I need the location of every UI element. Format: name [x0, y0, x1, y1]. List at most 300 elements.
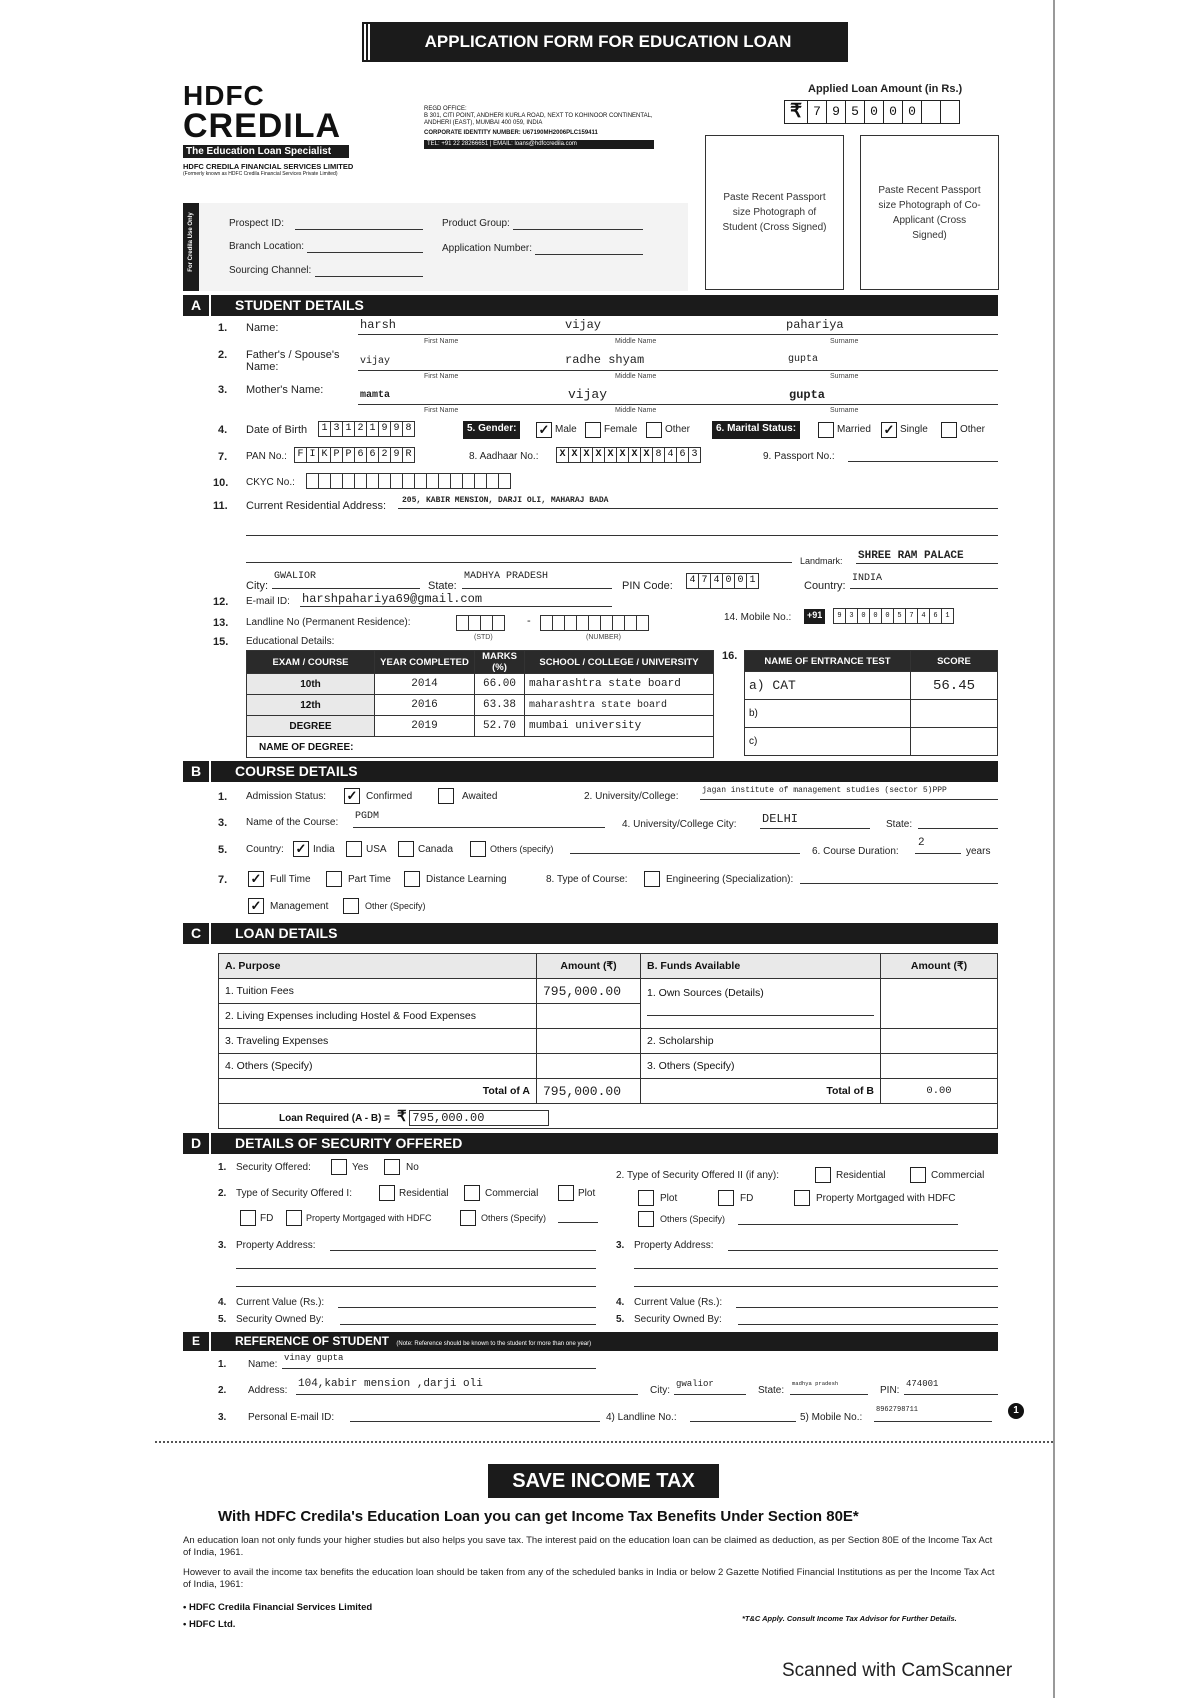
others-security-label: Others (Specify) [481, 1213, 547, 1223]
sourcing-channel-field[interactable] [315, 276, 423, 277]
row-number: 5. [218, 844, 228, 856]
gender-male-checkbox[interactable]: ✓ [536, 422, 552, 438]
form-title: APPLICATION FORM FOR EDUCATION LOAN [424, 32, 792, 51]
distance-label: Distance Learning [426, 874, 507, 885]
student-middle-name[interactable]: vijay [565, 318, 602, 332]
landmark-label: Landmark: [800, 556, 843, 566]
marital-single-checkbox[interactable]: ✓ [881, 422, 897, 438]
total-b-label: Total of B [641, 1079, 881, 1104]
aadhar-char: X [556, 447, 569, 463]
loan-header-row [219, 954, 998, 979]
office-side-label: For Credila Use Only [188, 212, 194, 272]
country-india-checkbox[interactable]: ✓ [293, 841, 309, 857]
applied-amount-boxes[interactable] [784, 100, 960, 124]
ref-pin-label: PIN: [880, 1385, 900, 1396]
full-time-checkbox[interactable]: ✓ [248, 871, 264, 887]
row-number: 13. [213, 617, 229, 629]
city-label: City: [246, 580, 268, 592]
mother-middle-name[interactable]: vijay [568, 387, 608, 402]
entrance-number: 16. [722, 650, 738, 662]
distance-checkbox[interactable] [404, 871, 420, 887]
owned-by-1-line[interactable] [340, 1324, 596, 1325]
funds-own-amount[interactable] [881, 979, 998, 1029]
edu-col-year: YEAR COMPLETED [375, 651, 475, 674]
ref-mobile-underline [874, 1421, 992, 1422]
ref-pin-underline [904, 1394, 998, 1395]
purpose-living: 2. Living Expenses including Hostel & Food Expenses [219, 1004, 537, 1029]
mobile-digit: 4 [917, 608, 930, 624]
scan-edge-line [1053, 0, 1055, 1698]
fd-label: FD [260, 1213, 274, 1224]
mobile-digit: 9 [833, 608, 846, 624]
address-label: Current Residential Address: [246, 500, 387, 512]
state-label-b: State: [886, 819, 913, 830]
mobile-digit: 0 [869, 608, 882, 624]
branch-location-field[interactable] [307, 252, 423, 253]
property-address-1-line[interactable] [330, 1250, 596, 1251]
fd-2-label: FD [740, 1193, 754, 1204]
section-c-letter: C [183, 923, 211, 944]
mother-first-name[interactable]: mamta [360, 390, 391, 401]
residential-checkbox[interactable] [379, 1185, 395, 1201]
admission-confirmed-checkbox[interactable]: ✓ [344, 788, 360, 804]
gender-female-checkbox[interactable] [585, 422, 601, 438]
ref-mobile-label: 5) Mobile No.: [800, 1412, 863, 1423]
mobile-digit: 7 [905, 608, 918, 624]
entrance-score[interactable] [911, 728, 998, 756]
others-2-checkbox[interactable] [638, 1211, 654, 1227]
full-time-label: Full Time [270, 874, 311, 885]
dob-digit: 2 [354, 421, 367, 437]
entrance-name[interactable]: c) [745, 728, 911, 756]
aadhar-char: X [592, 447, 605, 463]
amount-digit [940, 100, 960, 124]
aadhar-label: 8. Aadhaar No.: [469, 451, 539, 462]
table-row [247, 695, 714, 716]
aadhar-char: X [580, 447, 593, 463]
application-number-label: Application Number: [442, 243, 533, 254]
dotted-separator [155, 1441, 1053, 1443]
student-first-name[interactable]: harsh [360, 318, 397, 332]
mobile-digit: 0 [857, 608, 870, 624]
loan-required-label: Loan Required (A - B) = [279, 1112, 391, 1124]
pin-digit: 1 [746, 573, 759, 589]
property-address-2-line[interactable] [634, 1268, 998, 1269]
total-a-label: Total of A [219, 1079, 537, 1104]
rupee-symbol: ₹ [784, 100, 808, 124]
state-value[interactable]: MADHYA PRADESH [464, 571, 549, 582]
aadhar-char: 8 [652, 447, 665, 463]
pan-char: 9 [390, 447, 403, 463]
edu-header-row [247, 651, 714, 674]
living-amount[interactable] [537, 1004, 641, 1029]
uni-city-label: 4. University/College City: [622, 819, 737, 830]
email-label: E-mail ID: [246, 596, 290, 607]
purpose-others: 4. Others (Specify) [219, 1054, 537, 1079]
row-number: 7. [218, 451, 228, 463]
row-number: 12. [213, 596, 229, 608]
pin-digit: 0 [734, 573, 747, 589]
country-value[interactable]: INDIA [852, 573, 883, 584]
mobile-digit: 1 [941, 608, 954, 624]
marital-married-checkbox[interactable] [818, 422, 834, 438]
edu-year[interactable]: 2014 [375, 674, 475, 695]
std-label: (STD) [474, 634, 493, 641]
mobile-digit: 5 [893, 608, 906, 624]
duration-label: 6. Course Duration: [812, 846, 899, 857]
ref-mobile-value[interactable]: 8962798711 [876, 1406, 919, 1414]
course-name-label: Name of the Course: [246, 817, 339, 828]
entrance-score[interactable]: 56.45 [911, 672, 998, 700]
row-number: 3. [218, 384, 228, 396]
marital-other-checkbox[interactable] [941, 422, 957, 438]
father-first-name[interactable]: vijay [360, 356, 391, 367]
owned-by-2-label: Security Owned By: [634, 1314, 722, 1325]
edu-school[interactable]: maharashtra state board [525, 674, 714, 695]
ref-email-label: Personal E-mail ID: [248, 1412, 335, 1423]
loan-funds-header: B. Funds Available [641, 954, 881, 979]
row-number: 15. [213, 636, 229, 648]
tax-list-item: • HDFC Ltd. [183, 1619, 236, 1630]
tax-footnote: *T&C Apply. Consult Income Tax Advisor for Further Details. [742, 1614, 957, 1623]
landline-std-boxes[interactable] [456, 615, 504, 631]
photo-box-student[interactable] [705, 135, 844, 290]
table-row [745, 672, 998, 700]
office-use-box [183, 203, 688, 291]
loan-amount-header-b: Amount (₹) [881, 954, 998, 979]
loan-purpose-header: A. Purpose [219, 954, 537, 979]
edu-year[interactable]: 2019 [375, 716, 475, 737]
plot-checkbox[interactable] [558, 1185, 574, 1201]
section-b-letter: B [183, 761, 211, 782]
pin-digit: 7 [698, 573, 711, 589]
management-checkbox[interactable]: ✓ [248, 898, 264, 914]
amount-digit [921, 100, 941, 124]
total-b-value[interactable]: 0.00 [881, 1079, 998, 1104]
ref-address-label: Address: [248, 1385, 288, 1396]
dob-label: Date of Birth [246, 424, 308, 436]
funds-own-sources-label: 1. Own Sources (Details) [647, 987, 764, 999]
ref-name-label: Name: [248, 1359, 278, 1370]
section-a-header [183, 295, 998, 316]
tax-para-2: However to avail the income tax benefits the education loan should be taken from any of the scheduled banks in India or below 2 Gazette Notified Financial Institutions as per the Income Tax Act of India, 1961: [183, 1567, 995, 1590]
section-c-header [183, 923, 998, 944]
pan-char: P [330, 447, 343, 463]
mobile-boxes[interactable] [833, 608, 953, 624]
mobile-digit: 3 [845, 608, 858, 624]
sub-middle: Middle Name [615, 407, 657, 414]
course-name-underline [353, 827, 605, 828]
engineering-checkbox[interactable] [644, 871, 660, 887]
edu-school[interactable]: mumbai university [525, 716, 714, 737]
dob-digit: 9 [378, 421, 391, 437]
amount-digit: 5 [845, 100, 865, 124]
edu-marks[interactable]: 52.70 [475, 716, 525, 737]
dob-digit: 9 [390, 421, 403, 437]
edu-marks[interactable]: 66.00 [475, 674, 525, 695]
sub-first: First Name [424, 338, 459, 345]
pin-label: PIN Code: [622, 580, 673, 592]
funds-others: 3. Others (Specify) [641, 1054, 881, 1079]
property-address-2-line[interactable] [634, 1286, 998, 1287]
others-security-checkbox[interactable] [460, 1210, 476, 1226]
country-others-checkbox[interactable] [470, 841, 486, 857]
duration-value[interactable]: 2 [918, 837, 925, 849]
dob-digit: 1 [318, 421, 331, 437]
loan-amount-header: Amount (₹) [537, 954, 641, 979]
fd-2-checkbox[interactable] [718, 1190, 734, 1206]
ref-address-underline [296, 1394, 638, 1395]
address-value[interactable]: 205, KABIR MENSION, DARJI OLI, MAHARAJ BADA [402, 496, 609, 505]
page-number: 1 [1008, 1403, 1024, 1419]
property-mortgaged-label: Property Mortgaged with HDFC [306, 1213, 432, 1223]
row-number: 1. [218, 1162, 227, 1173]
dob-digit: 8 [402, 421, 415, 437]
admission-awaited-label: Awaited [462, 791, 498, 802]
dob-digit: 3 [330, 421, 343, 437]
row-number: 3. [218, 1240, 227, 1251]
aadhar-boxes[interactable] [556, 447, 700, 463]
entrance-score[interactable] [911, 700, 998, 728]
course-name-value[interactable]: PGDM [355, 811, 380, 822]
marital-single-label: Single [900, 424, 928, 435]
edu-marks[interactable]: 63.38 [475, 695, 525, 716]
residential-2-checkbox[interactable] [815, 1167, 831, 1183]
duration-underline [915, 853, 961, 854]
row-number: 1. [218, 791, 228, 803]
country-usa-checkbox[interactable] [346, 841, 362, 857]
admission-label: Admission Status: [246, 791, 327, 802]
row-number: 2. [218, 349, 228, 361]
security-type-2-label: 2. Type of Security Offered II (if any): [616, 1170, 780, 1181]
current-value-2-label: Current Value (Rs.): [634, 1297, 723, 1308]
ref-name-underline [282, 1368, 596, 1369]
number-label: (NUMBER) [586, 634, 621, 641]
country-canada-checkbox[interactable] [398, 841, 414, 857]
table-row [219, 1054, 998, 1079]
current-value-1-line[interactable] [338, 1307, 596, 1308]
brand-line1: HDFC [183, 80, 265, 111]
scholarship-amount[interactable] [881, 1029, 998, 1054]
pan-boxes[interactable] [294, 447, 414, 463]
landmark-value[interactable]: SHREE RAM PALACE [858, 550, 964, 562]
part-time-label: Part Time [348, 874, 391, 885]
gender-other-checkbox[interactable] [646, 422, 662, 438]
ref-state-value[interactable]: madhya pradesh [792, 1380, 839, 1387]
ref-city-label: City: [650, 1385, 670, 1396]
section-b-header [183, 761, 998, 782]
commercial-2-checkbox[interactable] [910, 1167, 926, 1183]
sub-surname: Surname [830, 407, 859, 414]
section-e-note: (Note: Reference should be known to the student for more than one year) [396, 1341, 592, 1347]
edu-school[interactable]: maharashtra state board [525, 695, 714, 716]
pan-char: R [402, 447, 415, 463]
pan-label: PAN No.: [246, 451, 287, 462]
pin-boxes[interactable] [686, 573, 758, 589]
admission-awaited-checkbox[interactable] [438, 788, 454, 804]
degree-name-label[interactable]: NAME OF DEGREE: [247, 737, 714, 758]
table-row [219, 1029, 998, 1054]
row-number: 3. [218, 1412, 227, 1423]
brand-line2: CREDILA [183, 107, 342, 145]
ref-email-underline[interactable] [350, 1421, 600, 1422]
ref-city-underline [674, 1394, 746, 1395]
security-offered-label: Security Offered: [236, 1162, 311, 1173]
state-underline [462, 588, 612, 589]
university-value[interactable]: jagan institute of management studies (sector 5)PPP [702, 786, 947, 795]
ref-address-value[interactable]: 104,kabir mension ,darji oli [298, 1378, 483, 1390]
funds-others-amount[interactable] [881, 1054, 998, 1079]
table-row [219, 979, 998, 1004]
edu-year[interactable]: 2016 [375, 695, 475, 716]
engineering-underline[interactable] [800, 883, 998, 884]
ref-name-value[interactable]: vinay gupta [284, 1353, 344, 1363]
edu-col-school: SCHOOL / COLLEGE / UNIVERSITY [525, 651, 714, 674]
father-last-name[interactable]: gupta [788, 354, 819, 365]
name-label: Name: [246, 322, 279, 334]
plot-label: Plot [578, 1188, 596, 1199]
ref-pin-value[interactable]: 474001 [906, 1379, 939, 1389]
row-number: 7. [218, 874, 228, 886]
property-mortgaged-2-label: Property Mortgaged with HDFC [816, 1193, 956, 1204]
row-number: 5. [218, 1314, 227, 1325]
city-value[interactable]: GWALIOR [274, 571, 317, 582]
address-underline-1 [398, 508, 998, 509]
amount-digit: 0 [902, 100, 922, 124]
entrance-header-row [745, 651, 998, 672]
property-mortgaged-2-checkbox[interactable] [794, 1190, 810, 1206]
father-middle-name[interactable]: radhe shyam [565, 353, 645, 367]
total-a-value[interactable]: 795,000.00 [537, 1079, 641, 1104]
father-underline [358, 370, 998, 371]
country-canada-label: Canada [418, 844, 454, 855]
section-a-title: STUDENT DETAILS [235, 297, 364, 313]
uni-city-value[interactable]: DELHI [762, 812, 799, 826]
gender-female-label: Female [604, 424, 638, 435]
loan-required-rupee: ₹ [396, 1107, 407, 1125]
others-2-label: Others (Specify) [660, 1214, 726, 1224]
regd-office [424, 106, 654, 149]
row-number: 4. [218, 1297, 227, 1308]
edu-col-marks: MARKS (%) [475, 651, 525, 674]
plot-2-checkbox[interactable] [638, 1190, 654, 1206]
ref-landline-underline[interactable] [690, 1421, 796, 1422]
management-label: Management [270, 901, 329, 912]
pin-digit: 4 [710, 573, 723, 589]
photo-box-coapplicant[interactable] [860, 135, 999, 290]
ckyc-boxes[interactable] [306, 473, 510, 489]
purpose-travel: 3. Traveling Expenses [219, 1029, 537, 1054]
entrance-col-score: SCORE [911, 651, 998, 672]
dob-boxes[interactable] [318, 421, 414, 437]
part-time-checkbox[interactable] [326, 871, 342, 887]
tuition-amount[interactable]: 795,000.00 [537, 979, 641, 1004]
others-security-underline[interactable] [558, 1222, 598, 1223]
others-amount[interactable] [537, 1054, 641, 1079]
security-yes-checkbox[interactable] [331, 1159, 347, 1175]
edu-exam: 10th [247, 674, 375, 695]
product-group-field[interactable] [513, 229, 643, 230]
entrance-name[interactable]: b) [745, 700, 911, 728]
commercial-checkbox[interactable] [464, 1185, 480, 1201]
prospect-id-field[interactable] [295, 229, 423, 230]
section-c-title: LOAN DETAILS [235, 925, 338, 941]
security-no-checkbox[interactable] [384, 1159, 400, 1175]
row-number: 3. [616, 1240, 625, 1251]
fd-checkbox[interactable] [240, 1210, 256, 1226]
mother-underline [358, 404, 998, 405]
property-address-1-label: Property Address: [236, 1240, 316, 1251]
landline-number-boxes[interactable] [540, 615, 648, 631]
student-last-name[interactable]: pahariya [786, 318, 844, 332]
sub-middle: Middle Name [615, 373, 657, 380]
property-address-2-label: Property Address: [634, 1240, 714, 1251]
country-others-label: Others (specify) [490, 844, 554, 854]
mother-label: Mother's Name: [246, 384, 324, 396]
row-number: 11. [213, 500, 228, 512]
current-value-2-line[interactable] [736, 1307, 998, 1308]
section-d-header [183, 1133, 998, 1154]
brand-tagline: The Education Loan Specialist [183, 145, 349, 158]
brand-company: HDFC CREDILA FINANCIAL SERVICES LIMITED [183, 162, 354, 171]
row-number: 5. [616, 1314, 625, 1325]
passport-field[interactable] [848, 461, 998, 462]
other-course-label: Other (Specify) [365, 901, 426, 911]
own-sources-underline[interactable] [647, 1015, 874, 1016]
owned-by-2-line[interactable] [738, 1324, 998, 1325]
ref-city-value[interactable]: gwalior [676, 1379, 714, 1389]
property-address-2-line[interactable] [728, 1250, 998, 1251]
pin-digit: 0 [722, 573, 735, 589]
commercial-label: Commercial [485, 1188, 539, 1199]
section-e-header [183, 1332, 998, 1351]
aadhar-char: 3 [688, 447, 701, 463]
travel-amount[interactable] [537, 1029, 641, 1054]
gender-other-label: Other [665, 424, 691, 435]
email-value[interactable]: harshpahariya69@gmail.com [302, 592, 483, 606]
edu-label: Educational Details: [246, 636, 335, 647]
property-address-1-line[interactable] [236, 1286, 596, 1287]
commercial-2-label: Commercial [931, 1170, 985, 1181]
loan-required-value[interactable]: 795,000.00 [409, 1110, 549, 1126]
mother-last-name[interactable]: gupta [789, 388, 826, 402]
property-mortgaged-checkbox[interactable] [286, 1210, 302, 1226]
entrance-name[interactable]: a) CAT [745, 672, 911, 700]
landline-label: Landline No (Permanent Residence): [246, 617, 411, 628]
engineering-label: Engineering (Specialization): [666, 874, 794, 885]
country-others-underline [570, 853, 800, 854]
residential-label: Residential [399, 1188, 449, 1199]
others-2-underline[interactable] [738, 1224, 958, 1225]
father-label: Father's / Spouse's Name: [246, 349, 340, 373]
scanner-watermark: Scanned with CamScanner [782, 1660, 1013, 1681]
marital-other-label: Other [960, 424, 986, 435]
product-group-label: Product Group: [442, 218, 510, 229]
amount-digit: 0 [864, 100, 884, 124]
ref-state-label: State: [758, 1385, 785, 1396]
section-e-letter: E [183, 1332, 211, 1351]
other-course-checkbox[interactable] [343, 898, 359, 914]
country-label-b: Country: [246, 844, 284, 855]
application-number-field[interactable] [535, 254, 643, 255]
marital-married-label: Married [837, 424, 871, 435]
mobile-digit: 6 [929, 608, 942, 624]
property-address-1-line[interactable] [236, 1268, 596, 1269]
tax-banner: SAVE INCOME TAX [488, 1464, 719, 1498]
owned-by-1-label: Security Owned By: [236, 1314, 324, 1325]
form-title-banner [364, 24, 846, 60]
current-value-1-label: Current Value (Rs.): [236, 1297, 325, 1308]
